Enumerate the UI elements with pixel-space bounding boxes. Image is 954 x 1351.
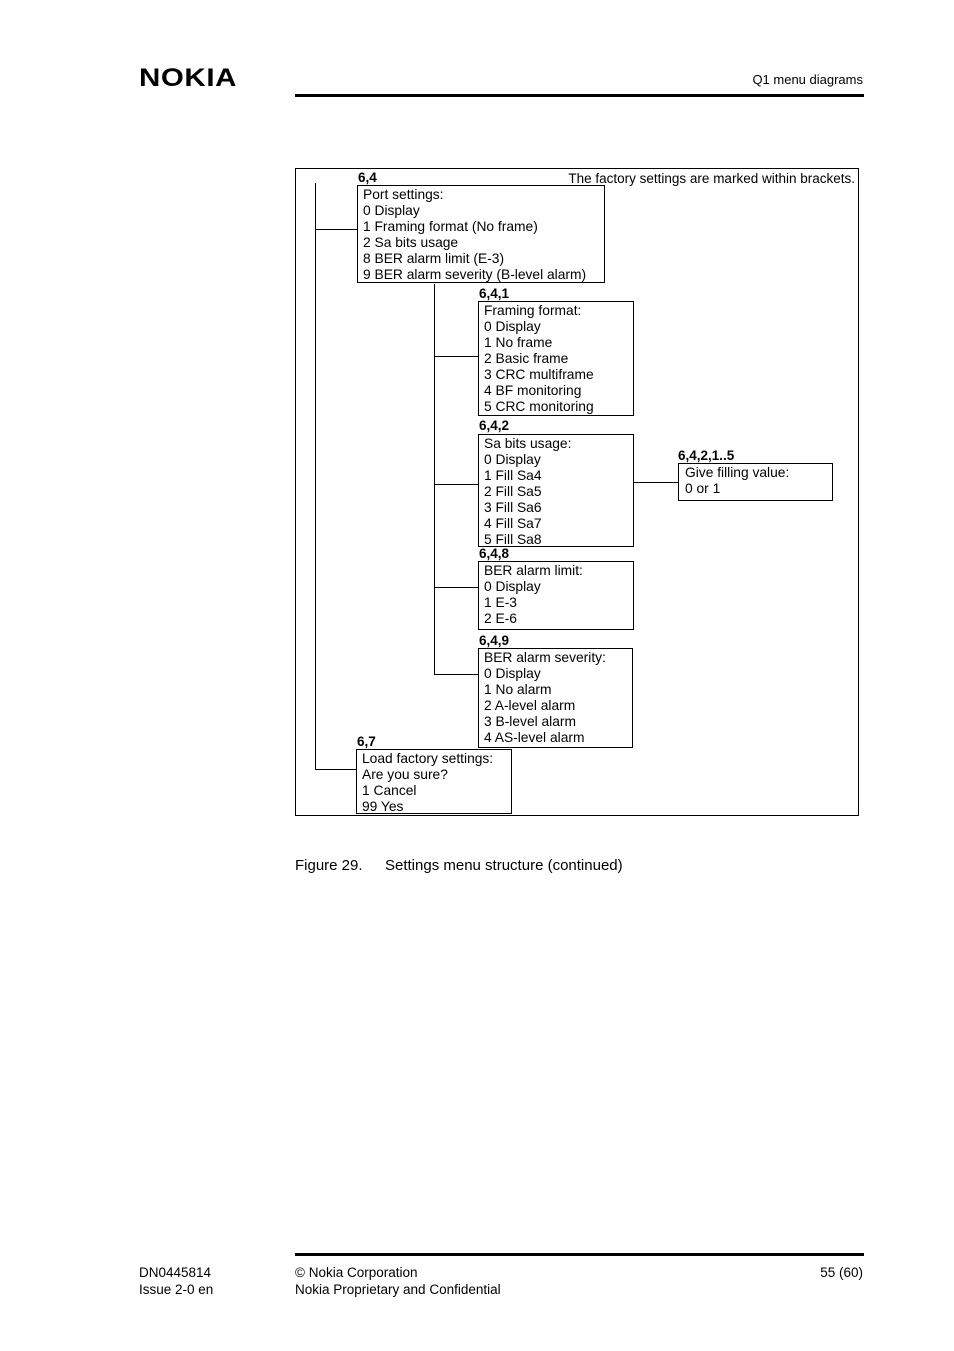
header-rule (295, 94, 864, 97)
menu-item: 2 Fill Sa5 (484, 484, 542, 499)
menu-item: Give filling value: (685, 465, 790, 480)
menu-item: 0 or 1 (685, 481, 721, 496)
menu-item: Are you sure? (362, 767, 448, 782)
confidentiality: Nokia Proprietary and Confidential (295, 1282, 501, 1297)
connector-to-6-7 (315, 769, 357, 770)
figure-number: Figure 29. (295, 857, 363, 874)
menu-id-6-4-1: 6,4,1 (479, 286, 510, 301)
menu-item: 0 Display (484, 579, 541, 594)
page-number: 55 (60) (820, 1265, 863, 1280)
footer-rule (295, 1253, 864, 1256)
menu-item: 1 No alarm (484, 682, 552, 697)
menu-id-6-4-2: 6,4,2 (479, 418, 510, 433)
menu-item: 3 CRC multiframe (484, 367, 594, 382)
menu-item: 5 Fill Sa8 (484, 532, 542, 547)
figure-title: Settings menu structure (continued) (385, 857, 623, 874)
footer-legal (295, 1264, 501, 1298)
menu-item: 0 Display (484, 319, 541, 334)
menu-item: 1 E-3 (484, 595, 517, 610)
footer-doc-info (139, 1264, 213, 1298)
menu-item: 1 Cancel (362, 783, 417, 798)
menu-item: 0 Display (363, 203, 420, 218)
connector-to-6-4-1 (434, 356, 478, 357)
menu-item: 3 Fill Sa6 (484, 500, 542, 515)
nokia-logo: NOKIA (139, 64, 238, 92)
menu-id-6-4-2-1-5: 6,4,2,1..5 (678, 448, 735, 463)
doc-id: DN0445814 (139, 1265, 212, 1280)
menu-item: 4 BF monitoring (484, 383, 582, 398)
connector-to-6-4-2-1-5 (634, 482, 678, 483)
menu-item: BER alarm severity: (484, 650, 606, 665)
menu-id-6-4-8: 6,4,8 (479, 546, 510, 561)
connector-6-4-trunk (434, 284, 435, 674)
menu-item: 0 Display (484, 666, 541, 681)
menu-item: 2 E-6 (484, 611, 517, 626)
menu-box-give-filling-value (678, 463, 833, 501)
menu-item: Framing format: (484, 303, 582, 318)
menu-box-ber-alarm-limit (478, 561, 634, 630)
menu-item: Load factory settings: (362, 751, 494, 766)
menu-item: 1 Fill Sa4 (484, 468, 542, 483)
menu-id-6-4-9: 6,4,9 (479, 633, 510, 648)
menu-item: 8 BER alarm limit (E-3) (363, 251, 505, 266)
menu-item: 2 Sa bits usage (363, 235, 459, 250)
menu-box-port-settings (357, 185, 605, 283)
menu-item: 1 No frame (484, 335, 553, 350)
menu-id-6-7: 6,7 (357, 734, 376, 749)
menu-item: 3 B-level alarm (484, 714, 577, 729)
menu-item: 2 A-level alarm (484, 698, 576, 713)
menu-box-framing-format (478, 301, 634, 416)
connector-to-6-4-8 (434, 587, 478, 588)
figure-caption (295, 857, 623, 874)
connector-trunk (315, 183, 316, 770)
connector-to-6-4 (315, 229, 357, 230)
copyright: © Nokia Corporation (295, 1265, 418, 1280)
menu-item: BER alarm limit: (484, 563, 583, 578)
menu-box-load-factory-settings (356, 749, 512, 814)
menu-item: 0 Display (484, 452, 541, 467)
menu-item: 4 AS-level alarm (484, 730, 585, 745)
section-title: Q1 menu diagrams (752, 72, 863, 87)
menu-box-sa-bits-usage (478, 434, 634, 547)
menu-item: 9 BER alarm severity (B-level alarm) (363, 267, 587, 282)
menu-item: 4 Fill Sa7 (484, 516, 542, 531)
menu-item: Port settings: (363, 187, 444, 202)
menu-item: 99 Yes (362, 799, 404, 814)
menu-item: Sa bits usage: (484, 436, 572, 451)
menu-box-ber-alarm-severity (478, 648, 633, 748)
factory-settings-note: The factory settings are marked within brackets. (568, 171, 855, 186)
connector-to-6-4-2 (434, 484, 478, 485)
connector-to-6-4-9 (434, 674, 478, 675)
issue: Issue 2-0 en (139, 1282, 214, 1297)
menu-item: 5 CRC monitoring (484, 399, 594, 414)
menu-item: 2 Basic frame (484, 351, 569, 366)
menu-id-6-4: 6,4 (358, 170, 377, 185)
menu-item: 1 Framing format (No frame) (363, 219, 538, 234)
